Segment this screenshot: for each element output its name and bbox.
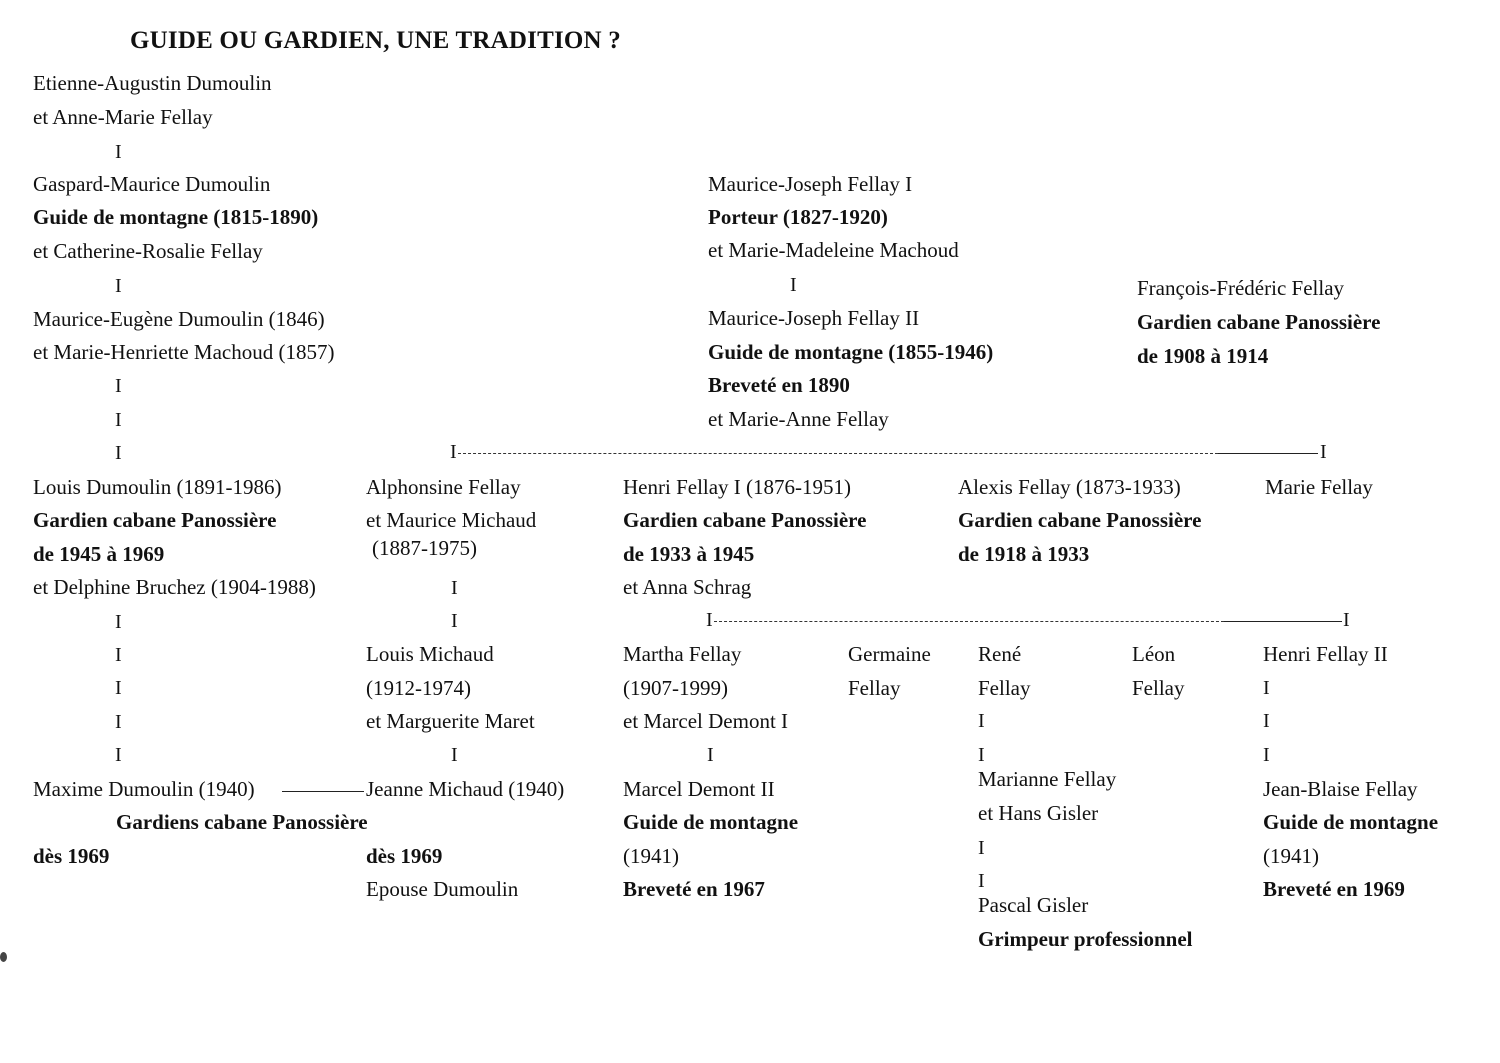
lineage-connector: I <box>115 644 122 666</box>
alexis-period: de 1918 à 1933 <box>958 542 1090 566</box>
joint-gardiens-role: Gardiens cabane Panossière <box>116 810 368 834</box>
louis-michaud: Louis Michaud <box>366 642 494 666</box>
sibling-line <box>1224 621 1342 622</box>
marcel2-year: (1941) <box>623 844 679 868</box>
marguerite-maret: et Marguerite Maret <box>366 709 535 733</box>
sibling-line <box>714 621 1224 622</box>
maurice-joseph-fellay-i: Maurice-Joseph Fellay I <box>708 172 913 196</box>
sibling-line-end: I <box>1343 609 1350 631</box>
lineage-connector: I <box>115 744 122 766</box>
lineage-connector: I <box>115 611 122 633</box>
rene-fellay: René <box>978 642 1022 666</box>
lineage-connector: I <box>707 744 714 766</box>
jeanne-period: dès 1969 <box>366 844 443 868</box>
lineage-connector: I <box>451 610 458 632</box>
gaspard-maurice-dumoulin: Gaspard-Maurice Dumoulin <box>33 172 271 196</box>
sibling-line <box>1218 453 1318 454</box>
mj2-brevet: Breveté en 1890 <box>708 373 850 397</box>
alexis-fellay: Alexis Fellay (1873-1933) <box>958 475 1181 499</box>
sibling-line-start: I <box>706 609 713 631</box>
louis-dumoulin-period: de 1945 à 1969 <box>33 542 165 566</box>
jeanblaise-brevet: Breveté en 1969 <box>1263 877 1405 901</box>
gaspard-role: Guide de montagne (1815-1890) <box>33 205 319 229</box>
francois-frederic-fellay: François-Frédéric Fellay <box>1137 276 1345 300</box>
maurice-michaud-years: (1887-1975) <box>372 536 477 560</box>
anne-marie-fellay: et Anne-Marie Fellay <box>33 105 213 129</box>
rene-fellay-surname: Fellay <box>978 676 1031 700</box>
lineage-connector: I <box>1263 677 1270 699</box>
jeanne-epouse-note: Epouse Dumoulin <box>366 877 519 901</box>
marie-fellay: Marie Fellay <box>1265 475 1373 499</box>
lineage-connector: I <box>115 409 122 431</box>
ff-period: de 1908 à 1914 <box>1137 344 1269 368</box>
lineage-connector: I <box>115 442 122 464</box>
etienne-augustin-dumoulin: Etienne-Augustin Dumoulin <box>33 71 272 95</box>
lineage-connector: I <box>115 275 122 297</box>
marie-madeleine-machoud: et Marie-Madeleine Machoud <box>708 238 959 262</box>
lineage-connector: I <box>1263 744 1270 766</box>
jeanblaise-year: (1941) <box>1263 844 1319 868</box>
louis-michaud-years: (1912-1974) <box>366 676 471 700</box>
scan-speck <box>0 952 7 962</box>
mj1-role: Porteur (1827-1920) <box>708 205 888 229</box>
marcel-demont-i: et Marcel Demont I <box>623 709 789 733</box>
martha-years: (1907-1999) <box>623 676 728 700</box>
lineage-connector: I <box>115 711 122 733</box>
lineage-connector: I <box>115 375 122 397</box>
mj2-role: Guide de montagne (1855-1946) <box>708 340 994 364</box>
marcel2-brevet: Breveté en 1967 <box>623 877 765 901</box>
maurice-michaud: et Maurice Michaud <box>366 508 537 532</box>
lineage-connector: I <box>1263 710 1270 732</box>
henri1-role: Gardien cabane Panossière <box>623 508 867 532</box>
anna-schrag: et Anna Schrag <box>623 575 752 599</box>
page-title: GUIDE OU GARDIEN, UNE TRADITION ? <box>130 27 621 54</box>
lineage-connector: I <box>978 837 985 859</box>
marriage-line <box>282 791 364 792</box>
germaine-fellay-surname: Fellay <box>848 676 901 700</box>
pascal-role: Grimpeur professionnel <box>978 927 1193 951</box>
louis-dumoulin-role: Gardien cabane Panossière <box>33 508 277 532</box>
delphine-bruchez: et Delphine Bruchez (1904-1988) <box>33 575 316 599</box>
lineage-connector: I <box>451 744 458 766</box>
lineage-connector: I <box>451 577 458 599</box>
marcel-demont-ii: Marcel Demont II <box>623 777 775 801</box>
maxime-period: dès 1969 <box>33 844 110 868</box>
germaine-fellay: Germaine <box>848 642 931 666</box>
martha-fellay: Martha Fellay <box>623 642 742 666</box>
leon-fellay-surname: Fellay <box>1132 676 1185 700</box>
lineage-connector: I <box>978 870 985 892</box>
leon-fellay: Léon <box>1132 642 1176 666</box>
marie-henriette-machoud: et Marie-Henriette Machoud (1857) <box>33 340 335 364</box>
lineage-connector: I <box>978 744 985 766</box>
henri-fellay-ii: Henri Fellay II <box>1263 642 1388 666</box>
sibling-line <box>458 453 1218 454</box>
maxime-dumoulin: Maxime Dumoulin (1940) <box>33 777 255 801</box>
pascal-gisler: Pascal Gisler <box>978 893 1089 917</box>
hans-gisler: et Hans Gisler <box>978 801 1099 825</box>
lineage-connector: I <box>790 274 797 296</box>
lineage-connector: I <box>115 141 122 163</box>
alphonsine-fellay: Alphonsine Fellay <box>366 475 521 499</box>
maurice-joseph-fellay-ii: Maurice-Joseph Fellay II <box>708 306 920 330</box>
sibling-line-end: I <box>1320 441 1327 463</box>
henri1-period: de 1933 à 1945 <box>623 542 755 566</box>
maurice-eugene-dumoulin: Maurice-Eugène Dumoulin (1846) <box>33 307 325 331</box>
marcel2-role: Guide de montagne <box>623 810 799 834</box>
marie-anne-fellay: et Marie-Anne Fellay <box>708 407 889 431</box>
jeanblaise-role: Guide de montagne <box>1263 810 1439 834</box>
ff-role: Gardien cabane Panossière <box>1137 310 1381 334</box>
sibling-line-start: I <box>450 441 457 463</box>
henri-fellay-i: Henri Fellay I (1876-1951) <box>623 475 852 499</box>
jean-blaise-fellay: Jean-Blaise Fellay <box>1263 777 1418 801</box>
louis-dumoulin: Louis Dumoulin (1891-1986) <box>33 475 282 499</box>
alexis-role: Gardien cabane Panossière <box>958 508 1202 532</box>
catherine-rosalie-fellay: et Catherine-Rosalie Fellay <box>33 239 263 263</box>
marianne-fellay: Marianne Fellay <box>978 767 1117 791</box>
lineage-connector: I <box>978 710 985 732</box>
jeanne-michaud: Jeanne Michaud (1940) <box>366 777 565 801</box>
lineage-connector: I <box>115 677 122 699</box>
